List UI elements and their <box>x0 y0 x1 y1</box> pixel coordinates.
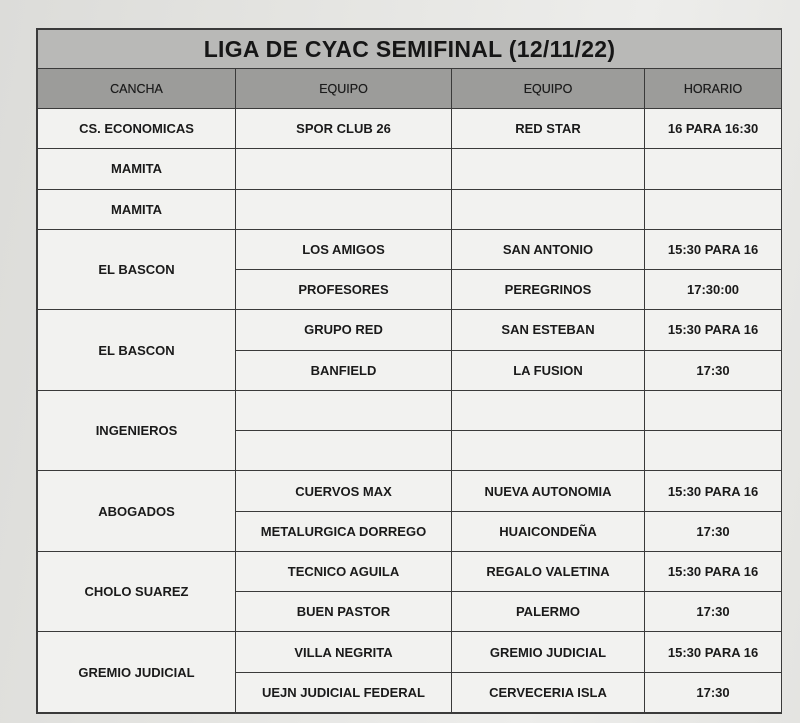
header-equipo-1: EQUIPO <box>236 69 452 109</box>
horario-cell: 17:30 <box>645 350 782 390</box>
table-row <box>38 390 782 430</box>
table-row <box>38 149 782 189</box>
horario-cell <box>645 390 782 430</box>
table-row <box>38 310 782 350</box>
equipo-1-cell: LOS AMIGOS <box>236 229 452 269</box>
page-title: LIGA DE CYAC SEMIFINAL (12/11/22) <box>38 30 782 69</box>
equipo-2-cell: GREMIO JUDICIAL <box>452 632 645 672</box>
table-row <box>38 471 782 511</box>
horario-cell: 16 PARA 16:30 <box>645 109 782 149</box>
cancha-cell: MAMITA <box>38 189 236 229</box>
equipo-2-cell <box>452 431 645 471</box>
equipo-2-cell: SAN ANTONIO <box>452 229 645 269</box>
equipo-1-cell <box>236 149 452 189</box>
equipo-1-cell: PROFESORES <box>236 270 452 310</box>
header-equipo-2: EQUIPO <box>452 69 645 109</box>
horario-cell: 17:30:00 <box>645 270 782 310</box>
schedule-sheet <box>36 28 782 714</box>
schedule-table <box>37 29 782 713</box>
equipo-1-cell: CUERVOS MAX <box>236 471 452 511</box>
cancha-cell: GREMIO JUDICIAL <box>38 632 236 713</box>
header-cancha: CANCHA <box>38 69 236 109</box>
equipo-2-cell: SAN ESTEBAN <box>452 310 645 350</box>
equipo-2-cell: RED STAR <box>452 109 645 149</box>
horario-cell: 15:30 PARA 16 <box>645 229 782 269</box>
equipo-1-cell: UEJN JUDICIAL FEDERAL <box>236 672 452 712</box>
equipo-1-cell <box>236 189 452 229</box>
equipo-2-cell <box>452 390 645 430</box>
equipo-2-cell: PALERMO <box>452 592 645 632</box>
equipo-1-cell: TECNICO AGUILA <box>236 551 452 591</box>
cancha-cell: EL BASCON <box>38 310 236 391</box>
horario-cell: 17:30 <box>645 672 782 712</box>
equipo-2-cell: PEREGRINOS <box>452 270 645 310</box>
header-horario: HORARIO <box>645 69 782 109</box>
table-row <box>38 632 782 672</box>
table-row <box>38 229 782 269</box>
cancha-cell: ABOGADOS <box>38 471 236 552</box>
equipo-1-cell: BUEN PASTOR <box>236 592 452 632</box>
equipo-2-cell: HUAICONDEÑA <box>452 511 645 551</box>
horario-cell: 17:30 <box>645 511 782 551</box>
horario-cell <box>645 149 782 189</box>
cancha-cell: CHOLO SUAREZ <box>38 551 236 632</box>
horario-cell: 15:30 PARA 16 <box>645 632 782 672</box>
cancha-cell: MAMITA <box>38 149 236 189</box>
equipo-1-cell: GRUPO RED <box>236 310 452 350</box>
equipo-1-cell <box>236 390 452 430</box>
equipo-2-cell <box>452 149 645 189</box>
equipo-1-cell: VILLA NEGRITA <box>236 632 452 672</box>
equipo-1-cell: SPOR CLUB 26 <box>236 109 452 149</box>
equipo-1-cell: BANFIELD <box>236 350 452 390</box>
equipo-2-cell: REGALO VALETINA <box>452 551 645 591</box>
horario-cell: 17:30 <box>645 592 782 632</box>
equipo-2-cell: NUEVA AUTONOMIA <box>452 471 645 511</box>
table-row <box>38 109 782 149</box>
schedule-body <box>38 109 782 713</box>
horario-cell: 15:30 PARA 16 <box>645 310 782 350</box>
table-row <box>38 189 782 229</box>
cancha-cell: CS. ECONOMICAS <box>38 109 236 149</box>
equipo-2-cell: LA FUSION <box>452 350 645 390</box>
horario-cell: 15:30 PARA 16 <box>645 471 782 511</box>
equipo-2-cell <box>452 189 645 229</box>
equipo-2-cell: CERVECERIA ISLA <box>452 672 645 712</box>
table-row <box>38 551 782 591</box>
equipo-1-cell <box>236 431 452 471</box>
cancha-cell: INGENIEROS <box>38 390 236 471</box>
cancha-cell: EL BASCON <box>38 229 236 310</box>
horario-cell: 15:30 PARA 16 <box>645 551 782 591</box>
equipo-1-cell: METALURGICA DORREGO <box>236 511 452 551</box>
horario-cell <box>645 431 782 471</box>
horario-cell <box>645 189 782 229</box>
